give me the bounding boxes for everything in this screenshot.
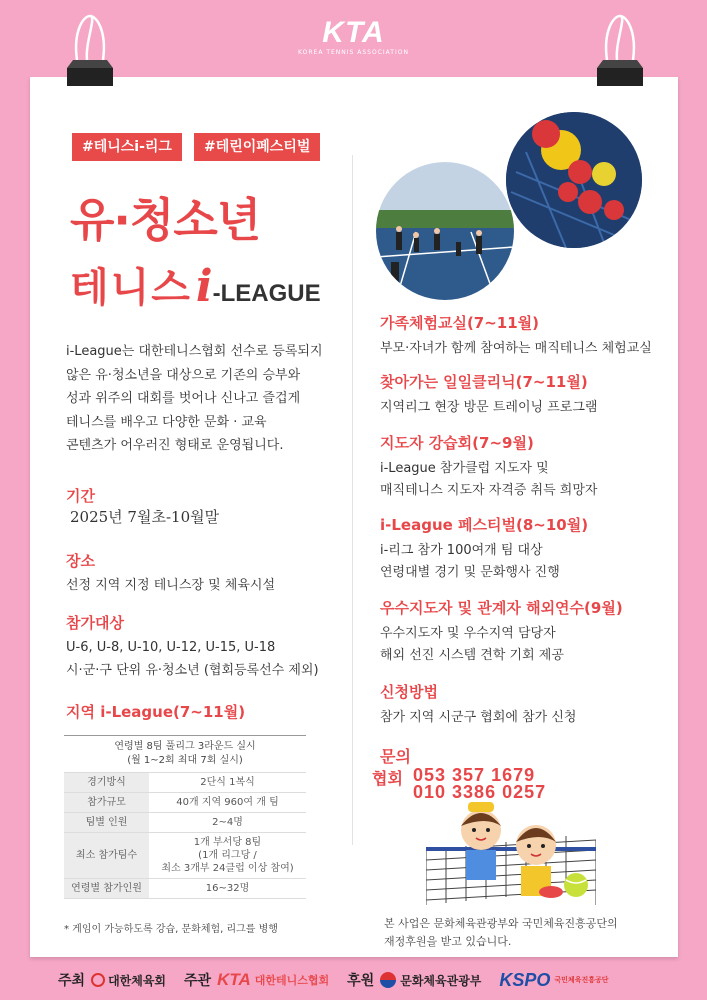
festival-desc-1: i-리그 참가 100여개 팀 대상 — [380, 543, 543, 558]
hashtag-tennis-league: #테니스i-리그 — [72, 133, 182, 161]
sponsor-org-1 — [380, 972, 481, 989]
target-line-2: 시·군·구 단위 유·청소년 (협회등록선수 제외) — [66, 663, 319, 678]
table-cell-value: 40개 지역 960여 개 팀 — [149, 793, 306, 813]
coach-training-desc-2: 매직테니스 지도자 자격증 취득 희망자 — [380, 483, 598, 498]
venue-heading: 장소 — [66, 552, 95, 570]
league-table — [64, 735, 306, 899]
table-cell-value: 2~4명 — [149, 813, 306, 833]
period-value: 2025년 7월초-10월말 — [70, 508, 220, 526]
sponsor-note-line: 본 사업은 문화체육관광부와 국민체육진흥공단의 — [384, 917, 618, 930]
organizer-org — [217, 970, 329, 990]
table-row — [64, 793, 306, 813]
overseas-training-desc-1: 우수지도자 및 우수지역 담당자 — [380, 626, 556, 641]
photo-kids-tennis-court — [376, 162, 514, 300]
host-org-name: 대한체육회 — [108, 973, 167, 988]
kspo-logo: KSPO — [499, 969, 551, 990]
organizer-org-name: 대한테니스협회 — [254, 974, 330, 987]
overseas-training-heading: 우수지도자 및 관계자 해외연수(9월) — [380, 599, 623, 617]
photo-tennis-balls-basket — [506, 112, 642, 248]
table-cell-line: 최소 3개부 24클럽 이상 참여) — [161, 863, 294, 874]
hashtag-group — [72, 133, 320, 161]
table-cell-label: 참가규모 — [64, 793, 149, 813]
footer-sponsors — [0, 960, 707, 1000]
contact-label: 협회 — [372, 769, 403, 788]
intro-line: 콘텐츠가 어우러진 형태로 운영됩니다. — [66, 438, 284, 453]
sponsor-org-2-name: 국민체육진흥공단 — [554, 976, 609, 984]
table-row — [64, 833, 306, 879]
festival-desc-2: 연령대별 경기 및 문화행사 진행 — [380, 565, 560, 580]
intro-line: 테니스를 배우고 다양한 문화 · 교육 — [66, 414, 267, 430]
binder-clip-left-icon — [55, 12, 125, 92]
table-cell-line: 1개 부서당 8팀 — [193, 837, 262, 848]
kta-logo-text: KTA — [322, 16, 385, 49]
intro-paragraph — [66, 340, 346, 458]
table-cell-value: 16~32명 — [149, 879, 306, 899]
league-table-header-line: 연령별 8팀 풀리그 3라운드 실시 — [114, 741, 256, 752]
hashtag-festival: #테린이페스티벌 — [194, 133, 320, 161]
table-row — [64, 879, 306, 899]
period-heading: 기간 — [66, 487, 95, 505]
table-cell-label: 팀별 인원 — [64, 813, 149, 833]
kta-mini-logo: KTA — [217, 970, 251, 989]
sponsor-org-1-name: 문화체육관광부 — [400, 973, 482, 988]
title-i: i — [195, 261, 213, 312]
host-label: 주최 — [58, 973, 86, 989]
league-table-body — [64, 772, 306, 899]
kta-logo-subtext: KOREA TENNIS ASSOCIATION — [298, 49, 409, 56]
organizer-label: 주관 — [184, 973, 212, 989]
table-cell-label: 연령별 참가인원 — [64, 879, 149, 899]
intro-line: i-League는 대한테니스협회 선수로 등록되지 — [66, 344, 323, 359]
sponsor-org-2 — [499, 970, 608, 991]
table-cell-label: 최소 참가팀수 — [64, 833, 149, 879]
title-line-1: 유·청소년 — [70, 193, 261, 247]
league-table-header — [64, 735, 306, 772]
regional-heading: 지역 i-League(7~11월) — [66, 703, 246, 721]
clinic-heading: 찾아가는 일일클리닉(7~11월) — [380, 373, 588, 391]
sponsor-label: 후원 — [347, 973, 375, 989]
sponsor-note-line: 재정후원을 받고 있습니다. — [384, 935, 512, 948]
league-table-header-line: (월 1~2회 최대 7회 실시) — [127, 755, 243, 766]
intro-line: 성과 위주의 대회를 벗어나 신나고 즐겁게 — [66, 391, 301, 406]
family-class-heading: 가족체험교실(7~11월) — [380, 314, 540, 332]
family-class-desc: 부모·자녀가 함께 참여하는 매직테니스 체험교실 — [380, 341, 652, 356]
festival-heading: i-League 페스티벌(8~10월) — [380, 516, 589, 534]
overseas-training-desc-2: 해외 선진 시스템 견학 기회 제공 — [380, 648, 564, 663]
coach-training-desc-1: i-League 참가클럽 지도자 및 — [380, 461, 549, 476]
title-tennis: 테니스 — [70, 265, 192, 311]
table-row — [64, 773, 306, 793]
title-line-2 — [70, 262, 321, 321]
target-line-1: U-6, U-8, U-10, U-12, U-15, U-18 — [66, 640, 276, 655]
olympic-rings-icon — [91, 973, 105, 987]
application-desc: 참가 지역 시군구 협회에 참가 신청 — [380, 710, 577, 725]
target-heading: 참가대상 — [66, 614, 124, 632]
column-divider — [352, 155, 353, 845]
table-cell-value — [149, 833, 306, 879]
binder-clip-right-icon — [585, 12, 655, 92]
table-cell-label: 경기방식 — [64, 773, 149, 793]
contact-heading: 문의 — [380, 747, 411, 766]
contact-phone-2: 010 3386 0257 — [413, 782, 547, 802]
table-cell-value: 2단식 1복식 — [149, 773, 306, 793]
contact-phone-1: 053 357 1679 — [413, 765, 536, 785]
table-row — [64, 813, 306, 833]
clinic-desc: 지역리그 현장 방문 트레이닝 프로그램 — [380, 400, 598, 415]
host-org — [91, 972, 166, 989]
taegeuk-icon — [380, 972, 396, 988]
venue-value: 선정 지역 지정 테니스장 및 체육시설 — [66, 578, 276, 593]
table-cell-line: (1개 리그당 / — [198, 850, 257, 861]
coach-training-heading: 지도자 강습회(7~9월) — [380, 434, 534, 452]
title-league: -LEAGUE — [212, 280, 321, 307]
kids-tennis-illustration — [426, 800, 596, 910]
sponsor-note — [384, 915, 618, 951]
table-footnote: * 게임이 가능하도록 강습, 문화체험, 리그를 병행 — [64, 924, 278, 935]
intro-line: 않은 유·청소년을 대상으로 기존의 승부와 — [66, 367, 301, 383]
application-heading: 신청방법 — [380, 683, 438, 701]
